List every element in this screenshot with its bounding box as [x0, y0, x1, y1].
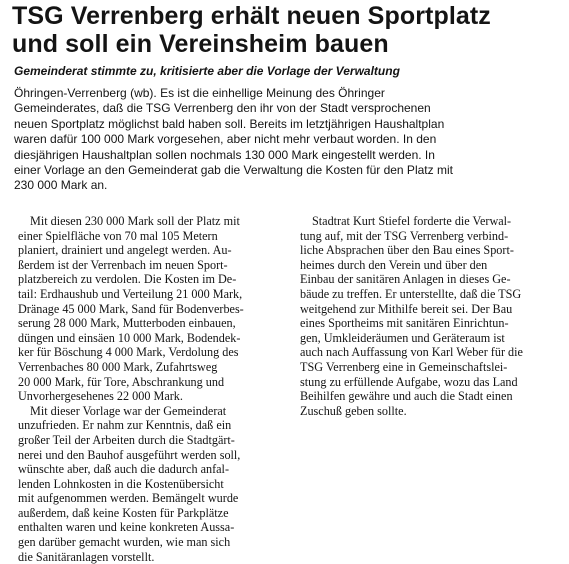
body-line: düngen und einsäen 10 000 Mark, Bodendek- — [18, 330, 241, 345]
body-line: tung auf, mit der TSG Verrenberg verbind- — [300, 228, 509, 243]
lead-line: einer Vorlage an den Gemeinderat gab die Verwaltung die Kosten für den Platz mit — [14, 163, 453, 178]
body-line: ker für Böschung 4 000 Mark, Verdolung des — [18, 345, 239, 360]
lead-line: diesjährigen Haushaltplan sollen nochmals 130 000 Mark eingestellt werden. In — [14, 147, 435, 162]
body-line: Einbau der sanitären Anlagen in dieses Ge- — [300, 272, 511, 287]
subheadline: Gemeinderat stimmte zu, kritisierte aber die Vorlage der Verwaltung — [14, 64, 400, 78]
lead-paragraph — [14, 86, 560, 194]
body-line: platzbereich zu verdolen. Die Kosten im De- — [18, 272, 237, 287]
body-column-left — [18, 214, 286, 564]
body-line: bäude zu treffen. Er unterstellte, daß die TSG — [300, 286, 522, 301]
body-line: Mit diesen 230 000 Mark soll der Platz mit — [30, 214, 240, 228]
body-line: außerdem, daß keine Kosten für Parkplätze — [18, 505, 229, 520]
body-line: planiert, drainiert und angelegt werden. Au- — [18, 243, 232, 258]
body-line: serung 28 000 Mark, Mutterboden einbauen, — [18, 316, 236, 331]
body-line: mit aufgenommen werden. Bemängelt wurde — [18, 491, 239, 506]
body-line: liche Absprachen über den Bau eines Sport- — [300, 243, 514, 258]
body-line: auch nach Auffassung von Karl Weber für die — [300, 345, 523, 360]
body-line: Dränage 45 000 Mark, Sand für Bodenverbes- — [18, 301, 244, 316]
lead-line: Öhringen-Verrenberg (wb). Es ist die einhellige Meinung des Öhringer — [14, 86, 385, 100]
body-line: gen, Umkleideräumen und Geräteraum ist — [300, 330, 505, 345]
body-line: Unvorhergesehenes 22 000 Mark. — [18, 389, 183, 404]
body-line: weitgehend zur Mithilfe bereit sei. Der Bau — [300, 301, 513, 316]
body-line: gen darüber gemacht wurden, wie man sich — [18, 535, 231, 550]
lead-line: neuen Sportplatz möglichst bald haben soll. Bereits im letztjährigen Haushaltplan — [14, 116, 445, 131]
body-line: enthalten waren und keine konkreten Aussa- — [18, 520, 235, 535]
body-line: Verrenbaches 80 000 Mark, Zufahrtsweg — [18, 359, 218, 374]
headline-line-1: TSG Verrenberg erhält neuen Sportplatz — [12, 2, 491, 30]
body-line: einer Spielfläche von 70 mal 105 Metern — [18, 228, 218, 243]
body-line: TSG Verrenberg eine in Gemeinschaftslei- — [300, 359, 508, 374]
body-line: 20 000 Mark, für Tore, Abschrankung und — [18, 374, 225, 389]
body-column-right — [300, 214, 562, 418]
body-line: ßerdem ist der Verrenbach im neuen Sport- — [18, 257, 228, 272]
body-line: wünschte aber, daß auch die dadurch anfal- — [18, 462, 230, 477]
lead-line: 230 000 Mark an. — [14, 178, 108, 193]
headline-line-2: und soll ein Vereinsheim bauen — [12, 30, 389, 58]
lead-line: waren dafür 100 000 Mark vorgesehen, aber nicht mehr verbaut worden. In den — [14, 132, 437, 147]
body-line: Mit dieser Vorlage war der Gemeinderat — [30, 403, 227, 418]
body-line: die Sanitäranlagen vorstellt. — [18, 549, 155, 564]
body-line: großer Teil der Arbeiten durch die Stadtgärt- — [18, 432, 235, 447]
body-line: stung zu erfüllende Aufgabe, wozu das Land — [300, 374, 518, 389]
body-line: Zuschuß geben sollte. — [300, 403, 407, 418]
lead-line: Gemeinderates, daß die TSG Verrenberg den ihr von der Stadt versprochenen — [14, 101, 431, 116]
body-line: heimes durch den Verein und über den — [300, 257, 488, 272]
body-line: tail: Erdhaushub und Verteilung 21 000 Mark, — [18, 286, 243, 301]
body-line: Stadtrat Kurt Stiefel forderte die Verwal- — [312, 214, 512, 228]
body-line: Beihilfen gewähre und auch die Stadt einen — [300, 389, 513, 404]
body-line: nerei und den Bauhof ausgeführt werden soll, — [18, 447, 241, 462]
body-line: lenden Lohnkosten in die Kostenübersicht — [18, 476, 224, 491]
body-line: unzufrieden. Er nahm zur Kenntnis, daß ein — [18, 418, 232, 433]
headline — [12, 2, 560, 58]
body-line: eines Sportheims mit sanitären Einrichtun- — [300, 316, 509, 331]
